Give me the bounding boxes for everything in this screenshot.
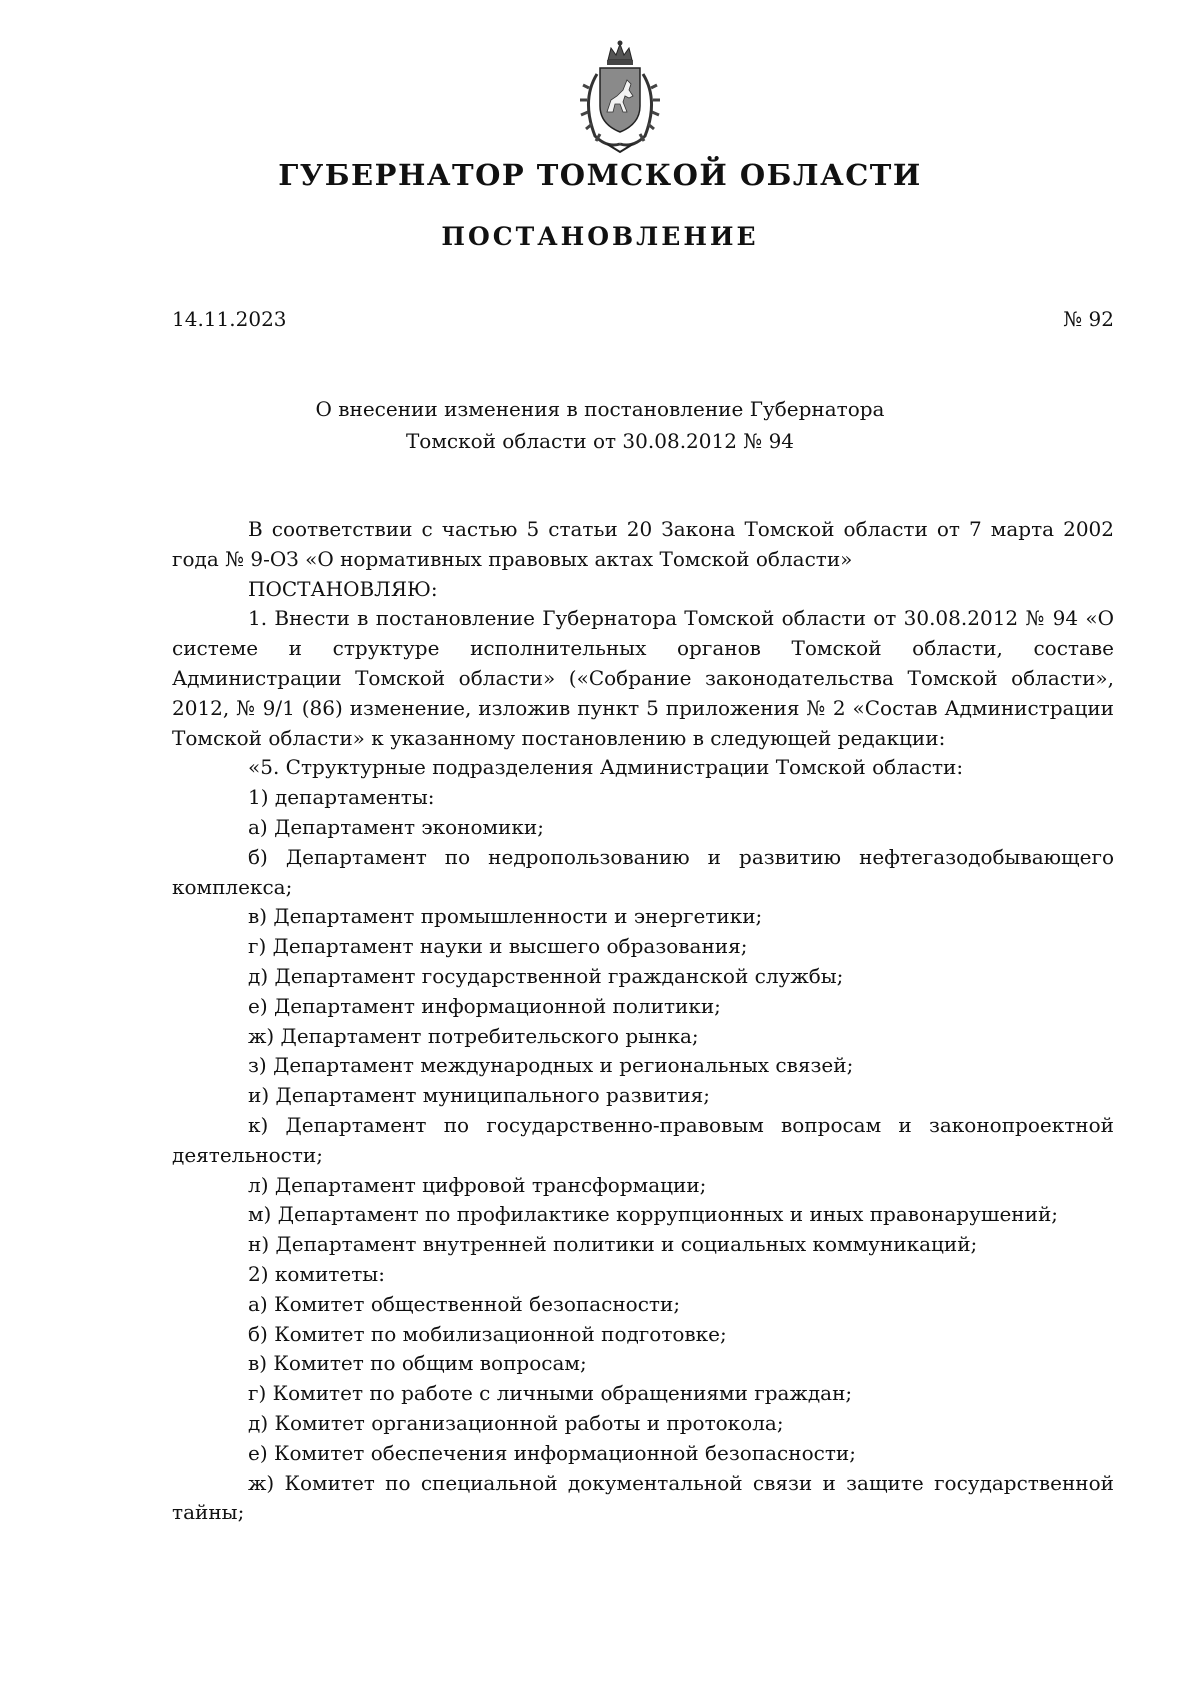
committee-item: г) Комитет по работе с личными обращениями граждан; — [248, 1381, 853, 1406]
document-type: ПОСТАНОВЛЕНИЕ — [441, 222, 759, 251]
committee-item: а) Комитет общественной безопасности; — [248, 1291, 681, 1316]
subject-line-1: О внесении изменения в постановление Губернатора — [315, 397, 885, 421]
department-item: а) Департамент экономики; — [248, 814, 544, 839]
departments-heading: 1) департаменты: — [248, 785, 435, 810]
department-item: з) Департамент международных и региональных связей; — [248, 1053, 854, 1078]
subject-line-2: Томской области от 30.08.2012 № 94 — [405, 429, 795, 453]
document-subject — [0, 393, 1200, 457]
item-5-heading: «5. Структурные подразделения Администрации Томской области: — [248, 755, 964, 780]
department-item: г) Департамент науки и высшего образования; — [248, 934, 748, 959]
committee-item: в) Комитет по общим вопросам; — [248, 1351, 587, 1376]
document-number: № 92 — [1063, 307, 1114, 331]
department-item: ж) Департамент потребительского рынка; — [248, 1023, 699, 1048]
committee-item: ж) Комитет по специальной документальной связи и защите государственной тайны; — [172, 1470, 1114, 1525]
resolve-word: ПОСТАНОВЛЯЮ: — [248, 576, 438, 601]
document-body — [172, 515, 1114, 1528]
department-item: д) Департамент государственной гражданской службы; — [248, 963, 844, 988]
committees-heading: 2) комитеты: — [248, 1261, 385, 1286]
department-item: и) Департамент муниципального развития; — [248, 1083, 711, 1108]
committee-item: б) Комитет по мобилизационной подготовке; — [248, 1321, 727, 1346]
preamble-paragraph: В соответствии с частью 5 статьи 20 Закона Томской области от 7 марта 2002 года № 9-ОЗ «О нормативных правовых актах Томской области» — [172, 517, 1114, 571]
authority-title: ГУБЕРНАТОР ТОМСКОЙ ОБЛАСТИ — [278, 158, 922, 192]
department-item: в) Департамент промышленности и энергетики; — [248, 904, 763, 929]
committee-item: е) Комитет обеспечения информационной безопасности; — [248, 1440, 856, 1465]
department-item: н) Департамент внутренней политики и социальных коммуникаций; — [248, 1232, 978, 1257]
tomsk-oblast-coat-of-arms-icon — [567, 40, 673, 156]
clause-1-paragraph: 1. Внести в постановление Губернатора Томской области от 30.08.2012 № 94 «О системе и структуре исполнительных органов Томской области, составе Администрации Томской области» («Собрание законодательства Томской области», 2012, № 9/1 (86) изменение, изложив пункт 5 приложения № 2 «Состав Администрации Томской области» к указанному постановлению в следующей редакции: — [172, 606, 1114, 750]
department-item: м) Департамент по профилактике коррупционных и иных правонарушений; — [248, 1202, 1059, 1227]
department-item: к) Департамент по государственно-правовым вопросам и законопроектной деятельности; — [172, 1112, 1114, 1167]
department-item: л) Департамент цифровой трансформации; — [248, 1172, 707, 1197]
department-item: б) Департамент по недропользованию и развитию нефтегазодобывающего комплекса; — [172, 844, 1114, 899]
department-item: е) Департамент информационной политики; — [248, 993, 721, 1018]
document-date: 14.11.2023 — [172, 307, 287, 331]
committee-item: д) Комитет организационной работы и протокола; — [248, 1410, 784, 1435]
